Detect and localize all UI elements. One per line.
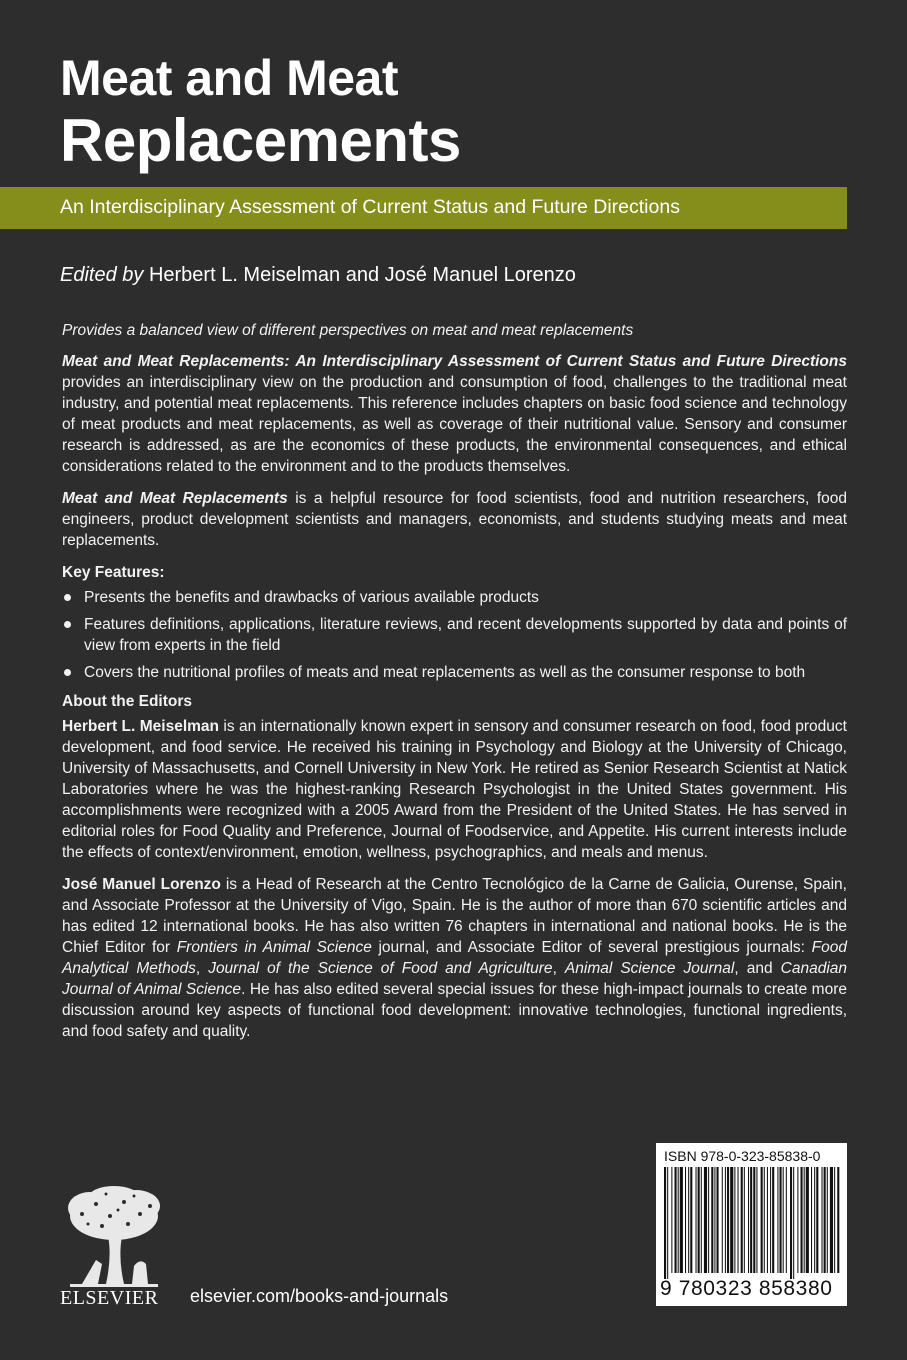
bullet-icon bbox=[64, 621, 71, 628]
publisher-website[interactable]: elsevier.com/books-and-journals bbox=[190, 1286, 449, 1306]
book-subtitle: An Interdisciplinary Assessment of Current Status and Future Directions bbox=[60, 196, 680, 218]
separator: , and bbox=[734, 960, 773, 977]
barcode-digits: 9 780323 858380 bbox=[660, 1277, 833, 1300]
journal-sci-food-agri: Journal of the Science of Food and Agriculture bbox=[208, 960, 553, 977]
isbn-barcode bbox=[656, 1143, 847, 1306]
lead-sentence: Provides a balanced view of different perspectives on meat and meat replacements bbox=[62, 322, 634, 339]
audience-paragraph bbox=[62, 488, 847, 551]
feature-text: Features definitions, applications, literature reviews, and recent developments supported by data and points of view from experts in the field bbox=[84, 616, 847, 654]
publisher-name: ELSEVIER bbox=[60, 1287, 159, 1309]
barcode-icon bbox=[662, 1167, 841, 1279]
editor-names: Herbert L. Meiselman and José Manuel Lorenzo bbox=[148, 264, 576, 286]
feature-item bbox=[62, 662, 847, 683]
feature-item bbox=[62, 587, 847, 608]
editor2-bio-text-c: . He has also edited several special issues for these high-impact journals to create more discussion around key aspects of functional food development: innovative technologies, functional ingredients, and food safety and quality. bbox=[62, 981, 847, 1040]
elsevier-tree-logo bbox=[62, 1186, 166, 1290]
editor1-bio bbox=[62, 716, 847, 863]
description-text: provides an interdisciplinary view on the production and consumption of food, challenges to the traditional meat industry, and potential meat replacements. This reference includes chapters on basic food science and technology of meat products and meat replacements, as well as coverage of their nutritional value. Sensory and consumer research is addressed, as are the economics of these products, the environmental consequences, and ethical considerations related to the environment and to the products themselves. bbox=[62, 374, 847, 475]
editor1-bio-text: is an internationally known expert in sensory and consumer research on food, food product development, and food service. He received his training in Psychology and Biology at the University of Chicago, University of Massachusetts, and Cornell University in New York. He retired as Senior Research Scientist at Natick Laboratories where he was the highest-ranking Research Psychologist in the United States government. His accomplishments were recognized with a 2005 Award from the President of the United States. He has served in editorial roles for Food Quality and Preference, Journal of Foodservice, and Appetite. His current interests include the effects of context/environment, emotion, wellness, psychographics, and meals and menus. bbox=[62, 718, 847, 861]
description-book-title: Meat and Meat Replacements: An Interdisciplinary Assessment of Current Status and Future Directions bbox=[62, 353, 847, 370]
isbn-number: ISBN 978-0-323-85838-0 bbox=[664, 1148, 821, 1164]
edited-by-label: Edited by bbox=[60, 264, 144, 286]
book-title bbox=[60, 48, 840, 174]
editor2-bio bbox=[62, 874, 847, 1042]
editor2-bio-text-a: is a Head of Research at the Centro Tecnológico de la Carne de Galicia, Ourense, Spain, and Associate Professor at the University of Vigo, Spain. He is the author of more than 670 scientific articles and has edited 12 international books. He has also written 76 chapters in international and national books. He is the Chief Editor for bbox=[62, 876, 847, 956]
separator: , bbox=[552, 960, 557, 977]
title-line-2: Replacements bbox=[60, 107, 461, 174]
audience-text: is a helpful resource for food scientists, food and nutrition researchers, food engineers, product development scientists and managers, economists, and students studying meats and meat replacements. bbox=[62, 490, 847, 549]
about-editors-heading: About the Editors bbox=[62, 693, 193, 710]
journal-canadian-animal: Canadian Journal of Animal Science bbox=[62, 960, 847, 998]
key-features-list bbox=[62, 587, 847, 683]
editors-line bbox=[60, 264, 576, 287]
title-line-1: Meat and Meat bbox=[60, 50, 399, 106]
journal-frontiers: Frontiers in Animal Science bbox=[176, 939, 372, 956]
audience-book-title: Meat and Meat Replacements bbox=[62, 490, 288, 507]
back-cover-text bbox=[62, 320, 847, 1053]
editor2-bio-text-b: journal, and Associate Editor of several prestigious journals: bbox=[378, 939, 805, 956]
feature-item bbox=[62, 614, 847, 656]
journal-food-analytical: Food Analytical Methods bbox=[62, 939, 847, 977]
editor2-name: José Manuel Lorenzo bbox=[62, 876, 221, 893]
journal-animal-science: Animal Science Journal bbox=[564, 960, 735, 977]
feature-text: Covers the nutritional profiles of meats and meat replacements as well as the consumer response to both bbox=[84, 664, 806, 681]
separator: , bbox=[195, 960, 201, 977]
key-features-heading: Key Features: bbox=[62, 564, 165, 581]
editor1-name: Herbert L. Meiselman bbox=[62, 718, 219, 735]
feature-text: Presents the benefits and drawbacks of various available products bbox=[84, 589, 539, 606]
bullet-icon bbox=[64, 594, 71, 601]
description-paragraph bbox=[62, 351, 847, 477]
bullet-icon bbox=[64, 669, 71, 676]
